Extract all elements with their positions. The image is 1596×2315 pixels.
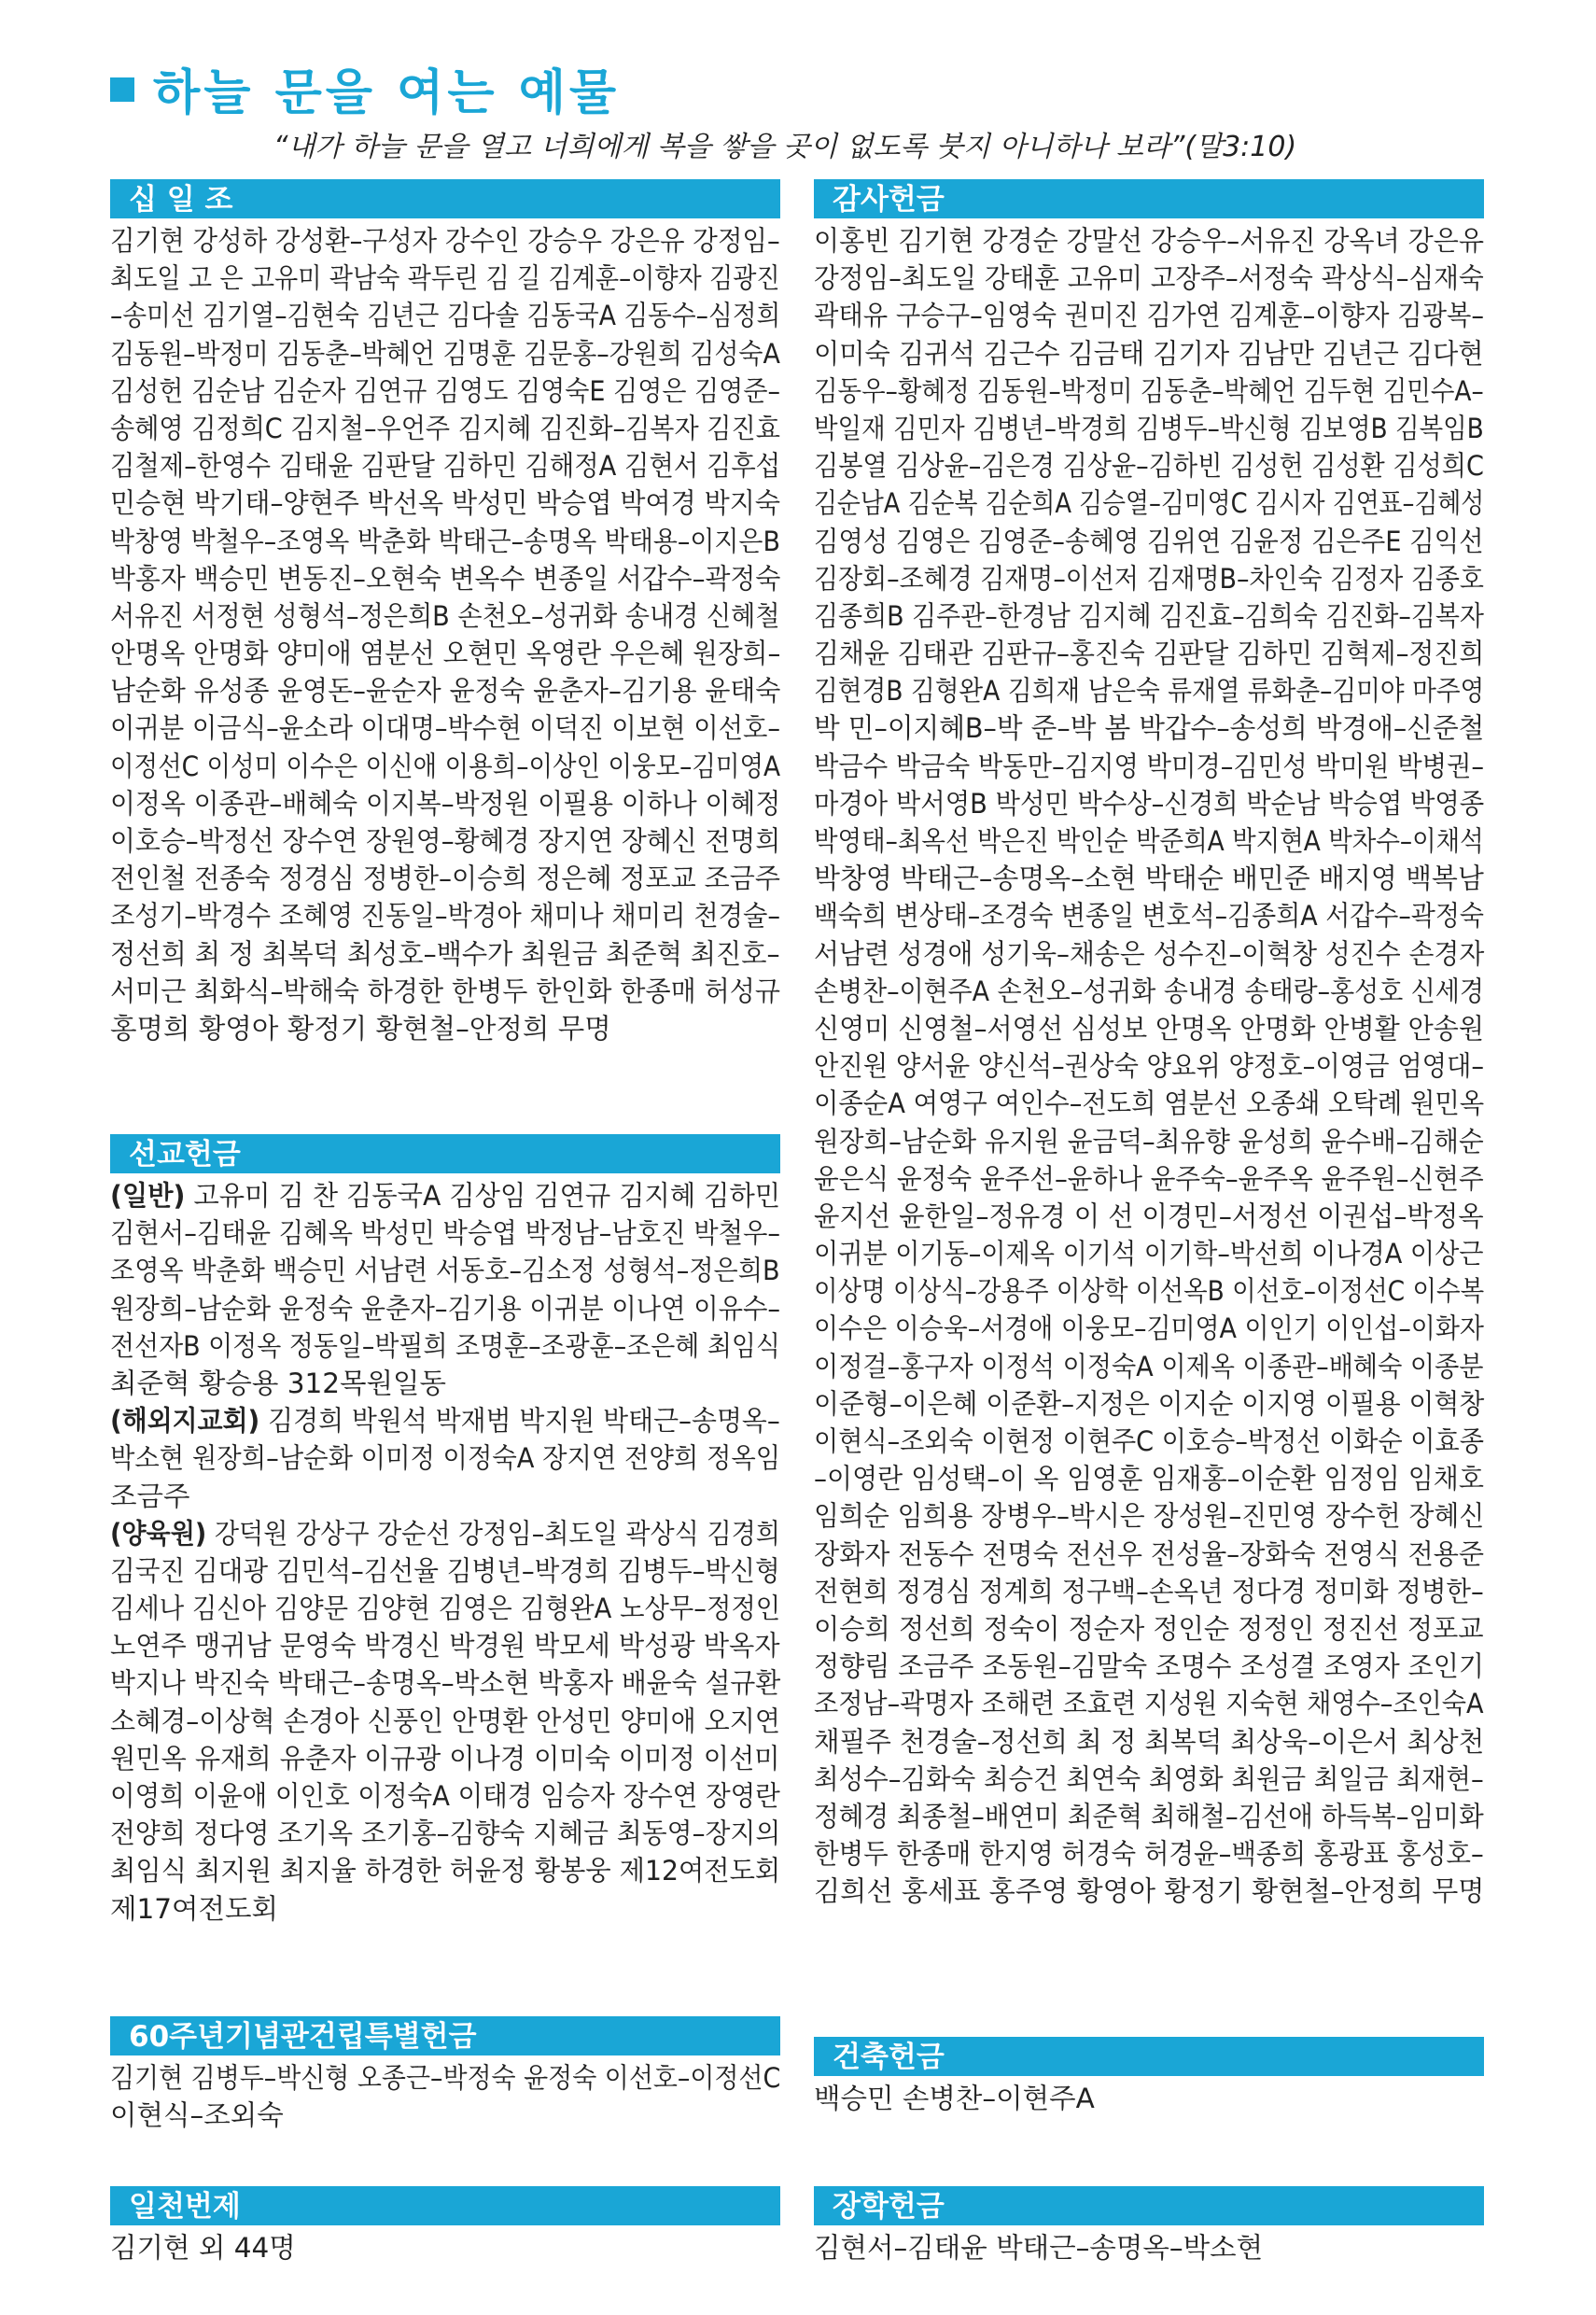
name-list-line: 박영태–최옥선 박은진 박인순 박준희A 박지현A 박차수–이채석 bbox=[814, 825, 1484, 857]
section-title-thanks: 감사헌금 bbox=[833, 183, 945, 217]
name-list-line: 정향림 조금주 조동원–김말숙 조명수 조성결 조영자 조인기 bbox=[814, 1650, 1484, 1683]
section-ilcheon bbox=[110, 2186, 780, 2266]
name-list-line: 신영미 신영철–서영선 심성보 안명옥 안명화 안병활 안송원 bbox=[814, 1012, 1484, 1045]
names-text: 제17여전도회 bbox=[110, 1892, 279, 1925]
names-text: 전양희 정다영 조기옥 조기홍–김향숙 지혜금 최동영–장지의 bbox=[110, 1817, 781, 1850]
name-list-line: 박창영 박철우–조영옥 박춘화 박태근–송명옥 박태용–이지은B bbox=[110, 525, 780, 557]
name-list-line: 박 민–이지혜B–박 준–박 봄 박갑수–송성희 박경애–신준철 bbox=[814, 712, 1485, 745]
name-list-line: 박일재 김민자 김병년–박경희 김병두–박신형 김보영B 김복임B bbox=[814, 412, 1484, 444]
name-list-line: 김봉열 김상윤–김은경 김상윤–김하빈 김성헌 김성환 김성희C bbox=[814, 450, 1484, 483]
anniversary-list bbox=[110, 2059, 780, 2134]
name-list-line: 이종순A 여영구 여인수–전도희 염분선 오종쇄 오탁례 원민옥 bbox=[814, 1087, 1485, 1120]
ilcheon-list bbox=[110, 2229, 780, 2266]
name-list-line: 김철제–한영수 김태윤 김판달 김하민 김해정A 김현서 김후섭 bbox=[110, 450, 781, 483]
name-list-line: 민승현 박기태–양현주 박선옥 박성민 박승엽 박여경 박지숙 bbox=[110, 487, 780, 520]
name-list-line bbox=[110, 1290, 781, 1327]
scripture-verse: “내가 하늘 문을 열고 너희에게 복을 쌓을 곳이 없도록 붓지 아니하나 보라”(말3:10) bbox=[273, 131, 1297, 163]
name-list-line: 조성기–박경수 조혜영 진동일–박경아 채미나 채미리 천경술– bbox=[110, 900, 781, 933]
name-list-line: 박창영 박태근–송명옥–소현 박태순 배민준 배지영 백복남 bbox=[814, 863, 1484, 895]
name-list-line: 김장회–조혜경 김재명–이선저 김재명B–차인숙 김정자 김종호 bbox=[814, 562, 1484, 595]
names-text: 최준혁 황승용 312목원일동 bbox=[110, 1367, 447, 1399]
name-list-line: 서남련 성경애 성기욱–채송은 성수진–이혁창 성진수 손경자 bbox=[814, 937, 1485, 970]
scholarship-list bbox=[814, 2229, 1484, 2266]
name-list-line: 이정걸–홍구자 이정석 이정숙A 이제옥 이종관–배혜숙 이종분 bbox=[814, 1350, 1484, 1382]
name-list-line bbox=[110, 1703, 780, 1740]
name-list-line: 김기현 김병두–박신형 오종근–박정숙 윤정숙 이선호–이정선C bbox=[110, 2062, 781, 2094]
name-list-line: 최도일 고 은 고유미 곽남숙 곽두린 김 길 김계훈–이향자 김광진 bbox=[110, 262, 780, 295]
name-list-line: 백승민 손병찬–이현주A bbox=[814, 2083, 1095, 2114]
section-title-tithe: 십 일 조 bbox=[129, 183, 233, 217]
names-text: 김국진 김대광 김민석–김선율 김병년–박경희 김병두–박신형 bbox=[110, 1554, 780, 1587]
name-list-line: 강정임–최도일 강태훈 고유미 고장주–서정숙 곽상식–심재숙 bbox=[814, 262, 1484, 295]
name-list-line: 송혜영 김정희C 김지철–우언주 김지혜 김진화–김복자 김진효 bbox=[110, 412, 780, 444]
name-list-line: 이상명 이상식–강용주 이상학 이선옥B 이선호–이정선C 이수복 bbox=[814, 1275, 1485, 1308]
mission-list bbox=[110, 1177, 780, 1928]
name-list-line bbox=[110, 1327, 780, 1365]
name-list-line: 이현식–조외숙 bbox=[110, 2099, 284, 2132]
name-list-line bbox=[110, 1439, 781, 1477]
name-list-line bbox=[110, 1177, 781, 1214]
name-list-line: 김기현 외 44명 bbox=[110, 2232, 296, 2264]
name-list-line: 남순화 유성종 윤영돈–윤순자 윤정숙 윤춘자–김기용 윤태숙 bbox=[110, 675, 781, 708]
names-text: 박지나 박진숙 박태근–송명옥–박소현 박홍자 배윤숙 설규환 bbox=[110, 1667, 781, 1700]
names-text: 김경희 박원석 박재범 박지원 박태근–송명옥– bbox=[259, 1405, 780, 1438]
name-list-line: 박홍자 백승민 변동진–오현숙 변옥수 변종일 서갑수–곽정숙 bbox=[110, 562, 781, 595]
name-list-line bbox=[110, 1815, 781, 1852]
name-list-line bbox=[110, 1777, 780, 1815]
thanks-list bbox=[814, 222, 1484, 1910]
section-scholarship bbox=[814, 2186, 1484, 2266]
name-list-line: 최성수–김화숙 최승건 최연숙 최영화 최원금 최일금 최재현– bbox=[814, 1762, 1484, 1795]
names-text: 원민옥 유재희 유춘자 이규광 이나경 이미숙 이미정 이선미 bbox=[110, 1742, 780, 1775]
name-list-line bbox=[110, 1590, 781, 1627]
names-text: 김현서–김태윤 김혜옥 박성민 박승엽 박정남–남호진 박철우– bbox=[110, 1217, 781, 1250]
name-list-line: 이현식–조외숙 이현정 이현주C 이호승–박정선 이화순 이효종 bbox=[814, 1425, 1484, 1457]
name-list-line: 마경아 박서영B 박성민 박수상–신경희 박순남 박승엽 박영종 bbox=[814, 787, 1485, 820]
name-list-line: 손병찬–이현주A 손천오–성귀화 송내경 송태랑–홍성호 신세경 bbox=[814, 975, 1484, 1007]
name-list-line: 김종희B 김주관–한경남 김지혜 김진효–김희숙 김진화–김복자 bbox=[814, 599, 1484, 632]
names-text: 조금주 bbox=[110, 1480, 190, 1512]
section-building bbox=[814, 2037, 1484, 2117]
names-text: 전선자B 이정옥 정동일–박필희 조명훈–조광훈–조은혜 최임식 bbox=[110, 1329, 780, 1362]
name-list-line: 김동우–황혜정 김동원–박정미 김동춘–박혜언 김두현 김민수A– bbox=[814, 374, 1484, 407]
names-text: 박소현 원장희–남순화 이미정 이정숙A 장지연 전양희 정옥임 bbox=[110, 1442, 781, 1475]
name-list-line: 안명옥 안명화 양미애 염분선 오현민 옥영란 우은혜 원장희– bbox=[110, 638, 781, 670]
section-mission bbox=[110, 1134, 780, 1928]
name-list-line: 장화자 전동수 전명숙 전선우 전성율–장화숙 전영식 전용준 bbox=[814, 1537, 1484, 1570]
name-list-line: –이영란 임성택–이 옥 임영훈 임재홍–이순환 임정임 임채호 bbox=[814, 1463, 1484, 1495]
name-list-line: –송미선 김기열–김현숙 김년근 김다솔 김동국A 김동수–심정희 bbox=[110, 300, 781, 332]
section-title-scholarship: 장학헌금 bbox=[833, 2190, 945, 2224]
names-text: 고유미 김 찬 김동국A 김상임 김연규 김지혜 김하민 bbox=[185, 1180, 781, 1212]
name-list-line: 전인철 전종숙 정경심 정병한–이승희 정은혜 정포교 조금주 bbox=[110, 863, 780, 895]
name-list-line: 이정선C 이성미 이수은 이신애 이용희–이상인 이웅모–김미영A bbox=[110, 750, 781, 782]
name-list-line: 윤은식 윤정숙 윤주선–윤하나 윤주숙–윤주옥 윤주원–신현주 bbox=[814, 1162, 1484, 1195]
section-header-thanks bbox=[814, 179, 1484, 218]
section-tithe bbox=[110, 179, 780, 1047]
names-text: 강덕원 강상구 강순선 강정임–최도일 곽상식 김경희 bbox=[206, 1517, 780, 1550]
name-list-line: 조정남–곽명자 조해련 조효련 지성원 지숙현 채영수–조인숙A bbox=[814, 1688, 1484, 1720]
tithe-list bbox=[110, 222, 780, 1047]
name-list-line bbox=[110, 1214, 781, 1252]
page-header bbox=[110, 58, 1398, 161]
name-list-line: 곽태유 구승구–임영숙 권미진 김가연 김계훈–이향자 김광복– bbox=[814, 300, 1485, 332]
name-list-line: 서유진 서정현 성형석–정은희B 손천오–성귀화 송내경 신혜철 bbox=[110, 599, 780, 632]
section-header-anniversary bbox=[110, 2016, 780, 2055]
section-header-ilcheon bbox=[110, 2186, 780, 2225]
name-list-line: 김동원–박정미 김동춘–박혜언 김명훈 김문홍–강원희 김성숙A bbox=[110, 337, 780, 370]
name-list-line: 백숙희 변상태–조경숙 변종일 변호석–김종희A 서갑수–곽정숙 bbox=[814, 900, 1484, 933]
name-list-line: 이정옥 이종관–배혜숙 이지복–박정원 이필용 이하나 이혜정 bbox=[110, 787, 781, 820]
names-text: 원장희–남순화 윤정숙 윤춘자–김기용 이귀분 이나연 이유수– bbox=[110, 1292, 781, 1325]
names-text: 최임식 최지원 최지율 하경한 허윤정 황봉웅 제12여전도회 bbox=[110, 1855, 781, 1887]
name-list-line: 임희순 임희용 장병우–박시은 장성원–진민영 장수헌 장혜신 bbox=[814, 1500, 1485, 1533]
name-list-line bbox=[110, 1365, 780, 1402]
name-list-line: 김채윤 김태관 김판규–홍진숙 김판달 김하민 김혁제–정진희 bbox=[814, 638, 1485, 670]
category-label: (양육원) bbox=[110, 1517, 207, 1550]
name-list-line: 정혜경 최종철–배연미 최준혁 최해철–김선애 하득복–임미화 bbox=[814, 1800, 1484, 1832]
name-list-line: 안진원 양서윤 양신석–권상숙 양요위 양정호–이영금 엄영대– bbox=[814, 1050, 1485, 1083]
name-list-line: 이미숙 김귀석 김근수 김금태 김기자 김남만 김년근 김다현 bbox=[814, 337, 1484, 370]
section-title-building: 건축헌금 bbox=[833, 2041, 945, 2074]
name-list-line: 이호승–박정선 장수연 장원영–황혜경 장지연 장혜신 전명희 bbox=[110, 825, 781, 857]
name-list-line bbox=[110, 1402, 780, 1439]
name-list-line: 이귀분 이금식–윤소라 이대명–박수현 이덕진 이보현 이선호– bbox=[110, 712, 781, 745]
name-list-line: 김영성 김영은 김영준–송혜영 김위연 김윤정 김은주E 김익선 bbox=[814, 525, 1484, 557]
section-title-anniversary: 60주년기념관건립특별헌금 bbox=[129, 2020, 477, 2054]
name-list-line: 김현서–김태윤 박태근–송명옥–박소현 bbox=[814, 2232, 1264, 2264]
name-list-line: 박금수 박금숙 박동만–김지영 박미경–김민성 박미원 박병권– bbox=[814, 750, 1485, 782]
name-list-line bbox=[110, 1627, 780, 1664]
section-header-scholarship bbox=[814, 2186, 1484, 2225]
category-label: (일반) bbox=[110, 1180, 186, 1212]
section-title-mission: 선교헌금 bbox=[129, 1138, 241, 1172]
names-text: 김세나 김신아 김양문 김양현 김영은 김형완A 노상무–정정인 bbox=[110, 1592, 781, 1625]
section-header-tithe bbox=[110, 179, 780, 218]
name-list-line bbox=[110, 1515, 780, 1552]
title-row bbox=[110, 58, 1398, 121]
name-list-line: 김현경B 김형완A 김희재 남은숙 류재열 류화춘–김미야 마주영 bbox=[814, 675, 1485, 708]
names-text: 이영희 이윤애 이인호 이정숙A 이태경 임승자 장수연 장영란 bbox=[110, 1780, 780, 1812]
section-thanks bbox=[814, 179, 1484, 1910]
name-list-line: 이홍빈 김기현 강경순 강말선 강승우–서유진 강옥녀 강은유 bbox=[814, 225, 1484, 257]
names-text: 노연주 맹귀남 문영숙 박경신 박경원 박모세 박성광 박옥자 bbox=[110, 1630, 780, 1663]
name-list-line: 이수은 이승욱–서경애 이웅모–김미영A 이인기 이인섭–이화자 bbox=[814, 1312, 1484, 1345]
name-list-line bbox=[110, 1664, 781, 1702]
name-list-line: 김순남A 김순복 김순희A 김승열–김미영C 김시자 김연표–김혜성 bbox=[814, 487, 1485, 520]
name-list-line: 원장희–남순화 유지원 윤금덕–최유향 윤성희 윤수배–김해순 bbox=[814, 1125, 1484, 1158]
name-list-line: 홍명희 황영아 황정기 황현철–안정희 무명 bbox=[110, 1012, 611, 1045]
building-list bbox=[814, 2080, 1484, 2117]
names-text: 소혜경–이상혁 손경아 신풍인 안명환 안성민 양미애 오지연 bbox=[110, 1705, 780, 1737]
name-list-line bbox=[110, 1852, 781, 1889]
name-list-line: 김성헌 김순남 김순자 김연규 김영도 김영숙E 김영은 김영준– bbox=[110, 374, 780, 407]
section-title-ilcheon: 일천번제 bbox=[129, 2190, 241, 2224]
name-list-line bbox=[110, 1552, 780, 1590]
category-label: (해외지교회) bbox=[110, 1405, 260, 1438]
page-title: 하늘 문을 여는 예물 bbox=[153, 64, 621, 121]
name-list-line: 이준형–이은혜 이준환–지정은 이지순 이지영 이필용 이혁창 bbox=[814, 1387, 1485, 1420]
name-list-line: 윤지선 윤한일–정유경 이 선 이경민–서정선 이권섭–박정옥 bbox=[814, 1200, 1484, 1232]
name-list-line: 채필주 천경술–정선희 최 정 최복덕 최상욱–이은서 최상천 bbox=[814, 1725, 1485, 1758]
section-header-mission bbox=[110, 1134, 780, 1173]
name-list-line: 이귀분 이기동–이제옥 이기석 이기학–박선희 이나경A 이상근 bbox=[814, 1238, 1484, 1270]
name-list-line: 김기현 강성하 강성환–구성자 강수인 강승우 강은유 강정임– bbox=[110, 225, 780, 257]
names-text: 조영옥 박춘화 백승민 서남련 서동호–김소정 성형석–정은희B bbox=[110, 1255, 780, 1287]
name-list-line bbox=[110, 1740, 780, 1777]
name-list-line: 한병두 한종매 한지영 허경숙 허경윤–백종희 홍광표 홍성호– bbox=[814, 1838, 1484, 1871]
name-list-line: 서미근 최화식–박해숙 하경한 한병두 한인화 한종매 허성규 bbox=[110, 975, 780, 1007]
name-list-line: 이승희 정선희 정숙이 정순자 정인순 정정인 정진선 정포교 bbox=[814, 1612, 1484, 1645]
name-list-line: 전현희 정경심 정계희 정구백–손옥년 정다경 정미화 정병한– bbox=[814, 1575, 1484, 1607]
name-list-line: 정선희 최 정 최복덕 최성호–백수가 최원금 최준혁 최진호– bbox=[110, 937, 780, 970]
name-list-line bbox=[110, 1252, 780, 1289]
name-list-line bbox=[110, 1478, 780, 1515]
section-anniversary bbox=[110, 2016, 780, 2134]
square-bullet-icon bbox=[110, 77, 134, 102]
name-list-line bbox=[110, 1890, 780, 1928]
section-header-building bbox=[814, 2037, 1484, 2076]
name-list-line: 김희선 홍세표 홍주영 황영아 황정기 황현철–안정희 무명 bbox=[814, 1875, 1485, 1908]
